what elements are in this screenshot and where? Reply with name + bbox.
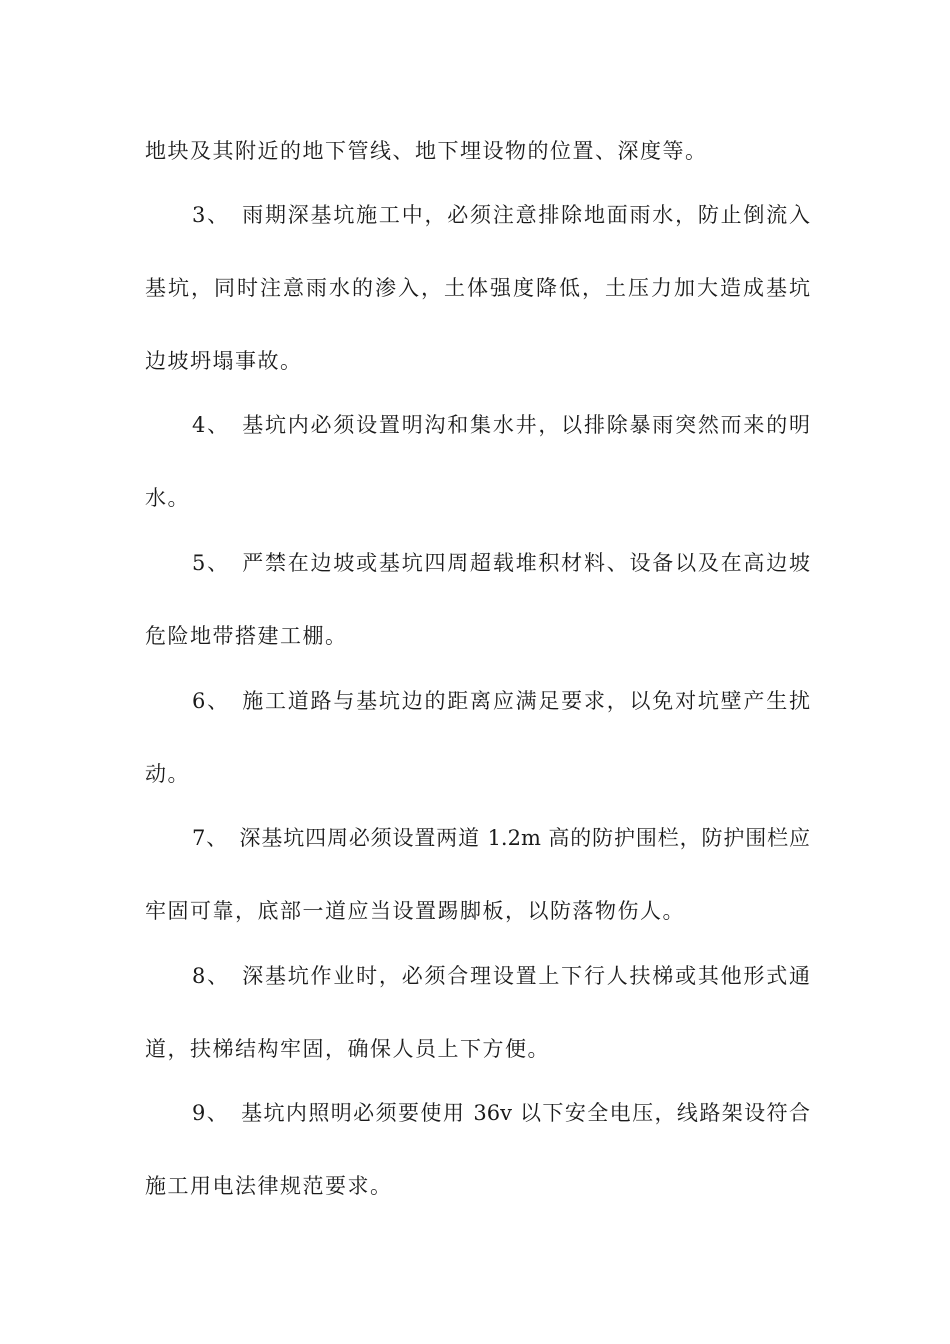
text-line: 7、 深基坑四周必须设置两道 1.2m 高的防护围栏，防护围栏应 xyxy=(192,826,810,850)
text-line: 危险地带搭建工棚。 xyxy=(145,624,348,648)
text-line: 8、 深基坑作业时，必须合理设置上下行人扶梯或其他形式通 xyxy=(192,964,810,988)
text-line: 边坡坍塌事故。 xyxy=(145,349,303,373)
text-line: 水。 xyxy=(145,486,190,510)
text-line: 9、 基坑内照明必须要使用 36v 以下安全电压，线路架设符合 xyxy=(192,1101,810,1125)
text-line: 动。 xyxy=(145,762,190,786)
text-line: 施工用电法律规范要求。 xyxy=(145,1174,393,1198)
text-line: 4、 基坑内必须设置明沟和集水井，以排除暴雨突然而来的明 xyxy=(192,413,810,437)
text-line: 道，扶梯结构牢固，确保人员上下方便。 xyxy=(145,1037,550,1061)
text-line: 基坑，同时注意雨水的渗入，土体强度降低，土压力加大造成基坑 xyxy=(145,276,810,300)
text-line: 5、 严禁在边坡或基坑四周超载堆积材料、设备以及在高边坡 xyxy=(192,551,810,575)
text-line: 地块及其附近的地下管线、地下埋设物的位置、深度等。 xyxy=(145,139,708,163)
text-line: 牢固可靠，底部一道应当设置踢脚板，以防落物伤人。 xyxy=(145,899,685,923)
text-line: 6、 施工道路与基坑边的距离应满足要求，以免对坑壁产生扰 xyxy=(192,689,810,713)
text-line: 3、 雨期深基坑施工中，必须注意排除地面雨水，防止倒流入 xyxy=(192,203,810,227)
